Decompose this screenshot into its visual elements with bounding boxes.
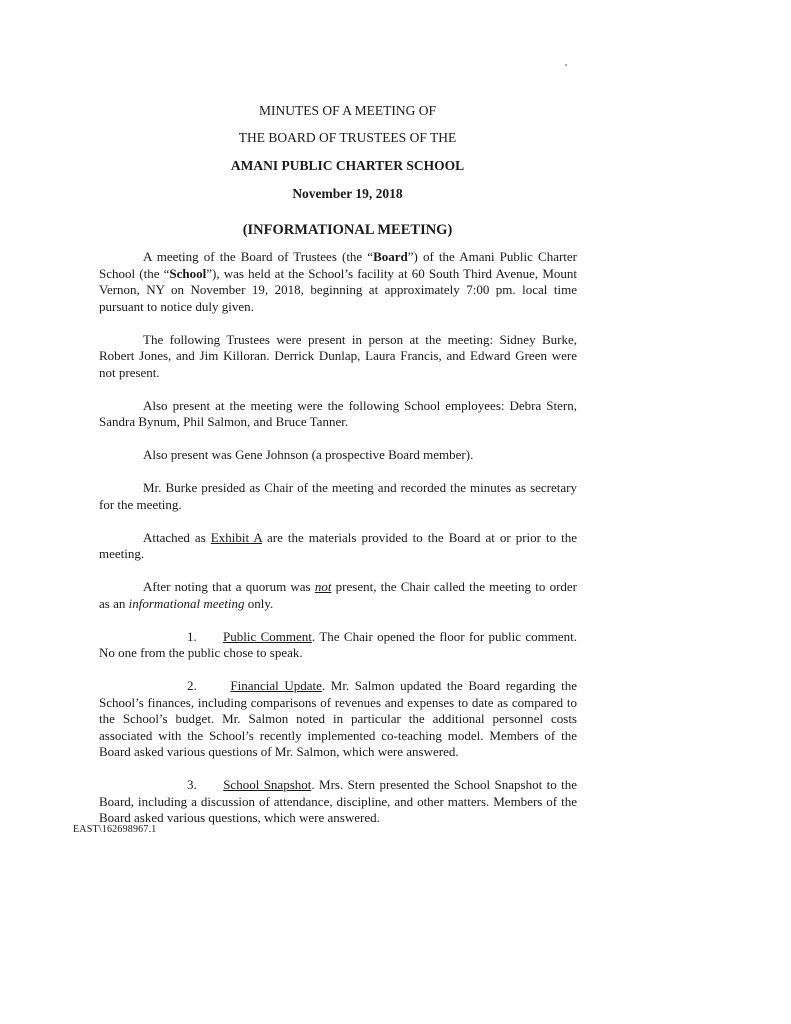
exhibit-paragraph <box>99 530 577 563</box>
title-line-1: MINUTES OF A MEETING OF <box>258 103 436 118</box>
guest-paragraph: Also present was Gene Johnson (a prospective Board member). <box>143 447 474 462</box>
quorum-text-a: After noting that a quorum was <box>143 579 315 594</box>
document-id: EAST\162698967.1 <box>73 824 157 835</box>
school-term: School <box>169 265 207 281</box>
chair-paragraph: Mr. Burke presided as Chair of the meeting and recorded the minutes as secretary for the meeting. <box>99 480 577 512</box>
trustees-paragraph: The following Trustees were present in person at the meeting: Sidney Burke, Robert Jones, and Jim Killoran. Derrick Dunlap, Laura Francis, and Edward Green were not present. <box>99 331 577 380</box>
item-text: . The Chair opened the floor for public comment. No one from the public chose to speak. <box>99 628 578 660</box>
agenda-item-1 <box>99 629 577 662</box>
agenda-item-2 <box>99 678 577 761</box>
title-line-2: THE BOARD OF TRUSTEES OF THE <box>238 130 457 145</box>
intro-paragraph <box>99 249 577 315</box>
exhibit-text-a: Attached as <box>143 529 211 545</box>
agenda-item-3 <box>99 777 577 827</box>
item-text: . Mr. Salmon updated the Board regarding the School’s finances, including comparisons of revenues and expenses to date as compared to the School’s budget. Mr. Salmon noted in particular the additional personnel costs associated with the School’s recently implemented co-teaching model. Members of the Board asked various questions of Mr. Salmon, which were answered. <box>99 678 578 759</box>
item-number: 2. <box>187 678 197 693</box>
exhibit-text-b: are the materials provided to the Board at or prior to the meeting. <box>99 529 577 561</box>
board-term: Board <box>373 249 408 264</box>
item-text: . Mrs. Stern presented the School Snapshot to the Board, including a discussion of attendance, discipline, and other matters. Members of the Board asked various questions, which were answered. <box>99 777 577 825</box>
quorum-text-b: present, the Chair called the meeting to order as an <box>99 579 577 611</box>
intro-text-a: A meeting of the Board of Trustees (the “ <box>143 249 374 264</box>
employees-paragraph: Also present at the meeting were the following School employees: Debra Stern, Sandra Bynum, Phil Salmon, and Bruce Tanner. <box>99 397 577 429</box>
item-number: 3. <box>187 777 197 792</box>
intro-text-b: ”) of the Amani Public Charter School (the “ <box>99 249 578 281</box>
quorum-text-c: only. <box>244 595 274 611</box>
informational-meeting-emphasis: informational meeting <box>128 595 245 611</box>
item-heading: Public Comment <box>223 628 312 644</box>
quorum-paragraph <box>99 579 577 612</box>
meeting-type: (INFORMATIONAL MEETING) <box>242 222 453 238</box>
meeting-date: November 19, 2018 <box>292 186 403 201</box>
item-heading: School Snapshot <box>223 777 312 792</box>
scan-speck <box>565 64 567 66</box>
intro-text-c: ”), was held at the School’s facility at 60 South Third Avenue, Mount Vernon, NY on November 19, 2018, beginning at approximately 7:00 pm. local time pursuant to notice duly given. <box>99 265 578 314</box>
not-emphasis: not <box>314 579 332 594</box>
school-name: AMANI PUBLIC CHARTER SCHOOL <box>230 158 465 173</box>
item-number: 1. <box>187 628 197 644</box>
item-heading: Financial Update <box>230 678 322 693</box>
minutes-body <box>99 249 577 843</box>
exhibit-a-reference: Exhibit A <box>210 529 263 545</box>
